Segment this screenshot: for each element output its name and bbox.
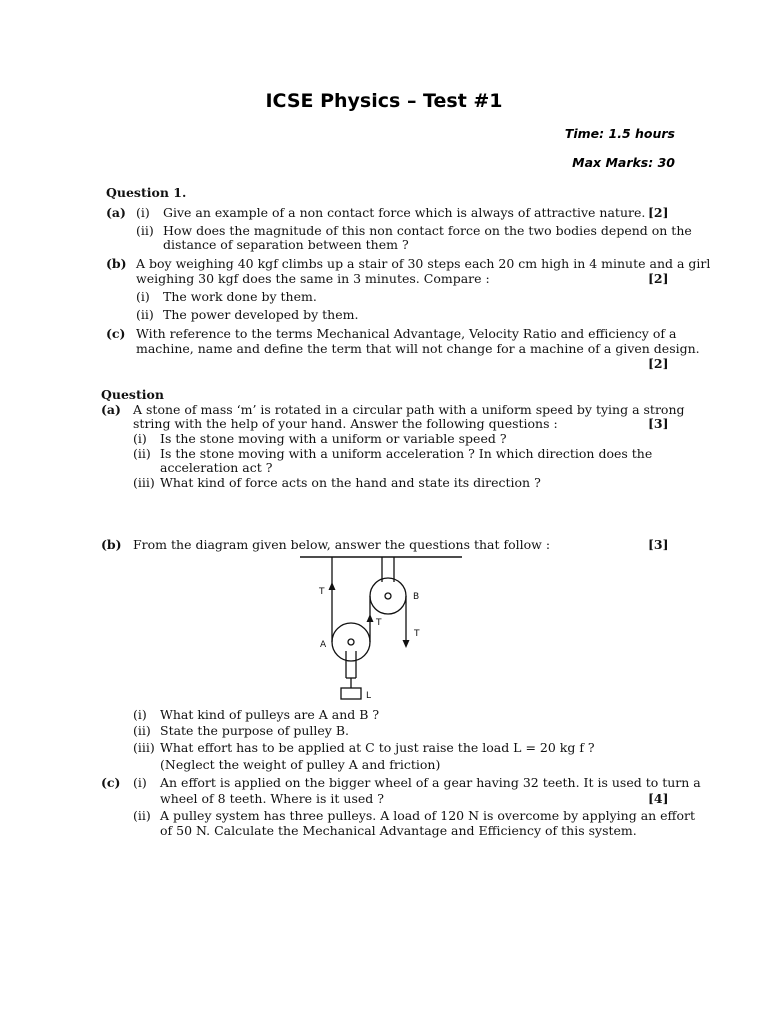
q1c-marks: [2] [648,356,669,371]
label-a: A [320,640,327,650]
load-block [341,688,361,699]
q2c-i-line2: wheel of 8 teeth. Where is it used ? [160,791,384,806]
q2b-iii-line1: What effort has to be applied at C to just raise the load L = 20 kg f ? [160,740,595,755]
q2a-ii-number: (ii) [133,446,151,461]
time-allowed: Time: 1.5 hours [564,126,675,141]
q1b-ii-text: The power developed by them. [163,307,359,322]
q1a-marks: [2] [648,205,669,220]
q2a-ii-line2: acceleration act ? [160,460,273,475]
q2b-ii-text: State the purpose of pulley B. [160,723,349,738]
q1b-label: (b) [106,256,127,271]
q1b-i-text: The work done by them. [163,289,317,304]
q1c-line1: With reference to the terms Mechanical Advantage, Velocity Ratio and efficiency of a [136,326,677,341]
pulley-a [332,623,370,661]
q2c-label: (c) [101,775,121,790]
tension-arrow-middle [367,614,374,622]
tension-arrow-right [403,640,410,648]
pulley-b [370,578,406,614]
q2a-marks: [3] [648,416,669,431]
q1a-ii-line1: How does the magnitude of this non contact force on the two bodies depend on the [163,223,692,238]
q1b-marks: [2] [648,271,669,286]
tension-arrow-left [329,582,336,590]
q1a-ii-line2: distance of separation between them ? [163,237,409,252]
label-t-left: T [319,587,325,597]
q1a-ii-number: (ii) [136,223,154,238]
page-title: ICSE Physics – Test #1 [265,90,503,112]
q2b-i-number: (i) [133,707,147,722]
q2b-ii-number: (ii) [133,723,151,738]
question-2-heading: Question [101,387,164,402]
q2c-i-line1: An effort is applied on the bigger wheel of a gear having 32 teeth. It is used to turn a [160,775,701,790]
label-t-middle: T [376,618,382,628]
label-b: B [413,592,420,602]
q2a-iii-number: (iii) [133,475,155,490]
q2a-label: (a) [101,402,121,417]
q2a-iii-text: What kind of force acts on the hand and state its direction ? [160,475,541,490]
q2c-ii-line1: A pulley system has three pulleys. A load of 120 N is overcome by applying an effort [160,808,695,823]
q1c-line2: machine, name and define the term that will not change for a machine of a given design. [136,341,700,356]
q2a-i-text: Is the stone moving with a uniform or variable speed ? [160,431,507,446]
q2c-ii-number: (ii) [133,808,151,823]
max-marks: Max Marks: 30 [572,155,675,170]
q2c-marks: [4] [648,791,669,806]
q2b-i-text: What kind of pulleys are A and B ? [160,707,380,722]
q2a-ii-line1: Is the stone moving with a uniform acceleration ? In which direction does the [160,446,653,461]
q1a-i-text: Give an example of a non contact force which is always of attractive nature. [163,205,646,220]
pulley-diagram [300,552,470,702]
question-1-heading: Question 1. [106,185,187,200]
q2a-line2: string with the help of your hand. Answer the following questions : [133,416,558,431]
pulley-b-axle [385,593,391,599]
pulley-a-axle [348,639,354,645]
q1c-label: (c) [106,326,126,341]
q1a-label: (a) [106,205,126,220]
q2b-label: (b) [101,537,122,552]
q1a-i-number: (i) [136,205,150,220]
q2a-line1: A stone of mass ‘m’ is rotated in a circular path with a uniform speed by tying a strong [133,402,685,417]
q2b-iii-line2: (Neglect the weight of pulley A and friction) [160,757,441,772]
label-l: L [366,691,372,701]
q2b-iii-number: (iii) [133,740,155,755]
q2c-ii-line2: of 50 N. Calculate the Mechanical Advantage and Efficiency of this system. [160,823,637,838]
q1b-ii-number: (ii) [136,307,154,322]
q1b-line2: weighing 30 kgf does the same in 3 minutes. Compare : [136,271,490,286]
label-t-right: T [414,629,420,639]
q1b-line1: A boy weighing 40 kgf climbs up a stair of 30 steps each 20 cm high in 4 minute and a girl [136,256,711,271]
q2a-i-number: (i) [133,431,147,446]
q2b-text: From the diagram given below, answer the questions that follow : [133,537,551,552]
q1b-i-number: (i) [136,289,150,304]
q2b-marks: [3] [648,537,669,552]
q2c-i-number: (i) [133,775,147,790]
